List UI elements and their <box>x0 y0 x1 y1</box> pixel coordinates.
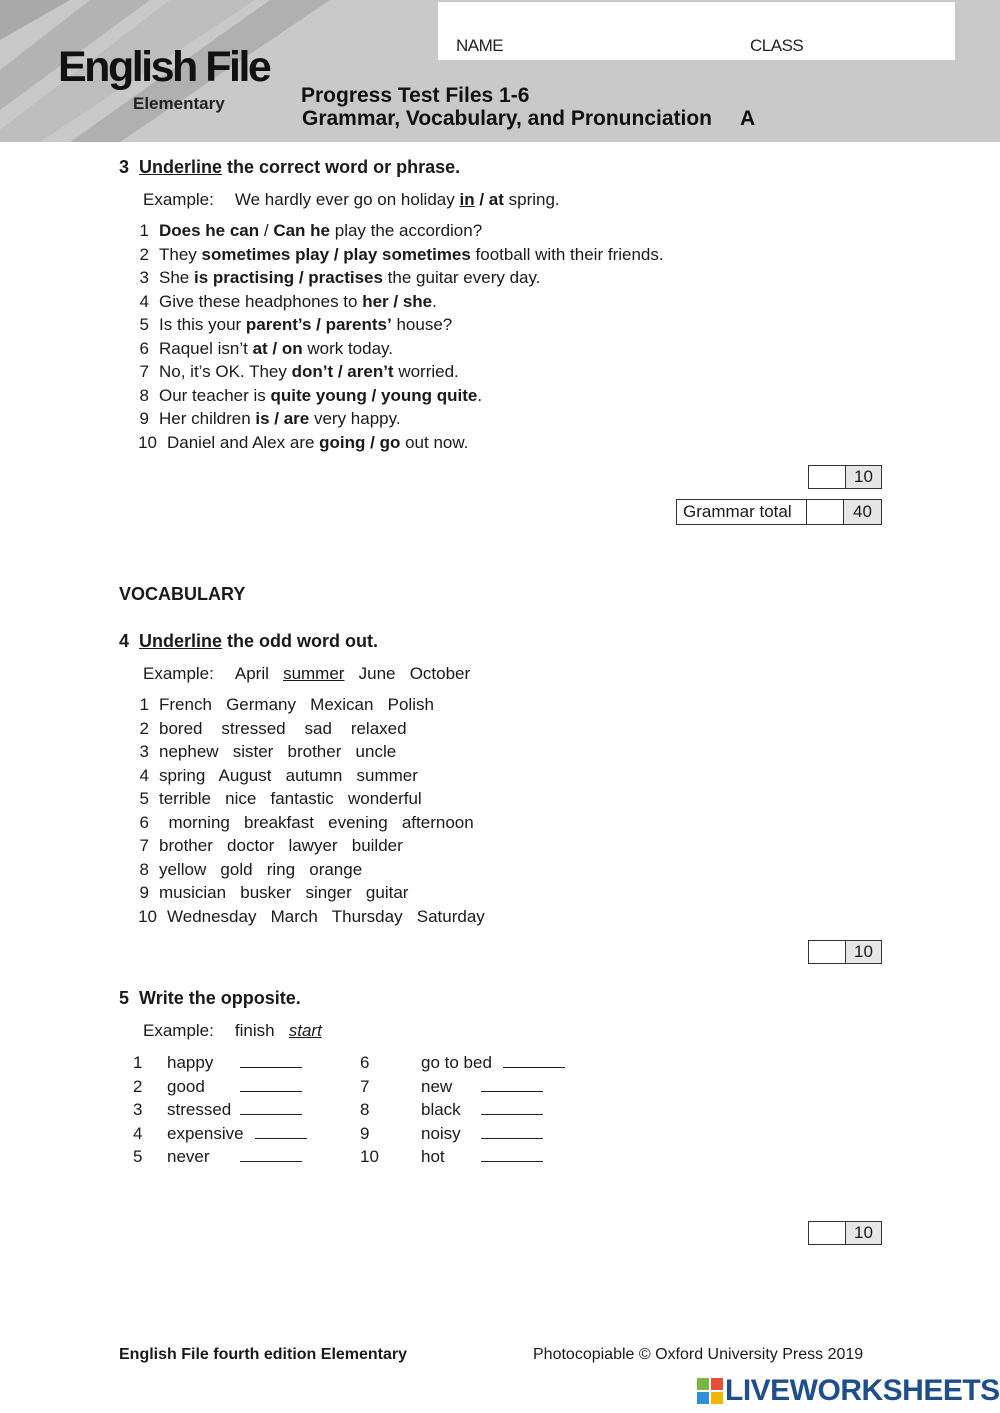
score-blank[interactable] <box>809 1222 846 1244</box>
item-word: good <box>167 1076 205 1096</box>
ex3-number: 3 <box>119 157 130 177</box>
ex3-item[interactable]: 4 Give these headphones to her / she. <box>139 291 437 311</box>
options[interactable]: is practising / practises <box>193 268 383 287</box>
ex4-items <box>135 693 485 928</box>
ex5-number: 5 <box>119 988 130 1008</box>
item-word: black <box>421 1100 461 1119</box>
answer-blank[interactable] <box>240 1077 302 1092</box>
options[interactable]: quite young / young quite <box>270 385 478 405</box>
ex4-item[interactable]: 1 French Germany Mexican Polish <box>139 695 434 714</box>
ex4-item[interactable]: 2 bored stressed sad relaxed <box>139 718 407 738</box>
ex5-item <box>360 1051 580 1075</box>
ex5-item <box>133 1051 333 1075</box>
ex3-heading <box>119 157 460 178</box>
ex5-item <box>360 1122 580 1146</box>
example-label: Example: <box>143 190 214 209</box>
option-b[interactable]: Can he <box>273 221 331 240</box>
ex4-number: 4 <box>119 631 130 651</box>
item-number: 4 <box>133 1123 143 1143</box>
example-sep: / <box>474 190 489 209</box>
example-option: at <box>488 190 504 209</box>
ex3-item[interactable]: 3 She is practising / practises the guitar every day. <box>139 268 541 287</box>
ex4-instruction-underlined: Underline <box>139 631 223 651</box>
answer-blank[interactable] <box>240 1147 302 1162</box>
ex4-item[interactable]: 3 nephew sister brother uncle <box>139 742 397 761</box>
brand-logo: English File <box>58 43 270 91</box>
liveworksheets-icon <box>697 1378 723 1404</box>
ex5-score-box <box>808 1221 882 1245</box>
item-word: stressed <box>167 1100 232 1119</box>
item-number: 9 <box>360 1123 370 1143</box>
ex4-item[interactable]: 10 Wednesday March Thursday Saturday <box>138 906 485 926</box>
options[interactable]: going / go <box>319 432 401 452</box>
item-number: 8 <box>360 1100 370 1119</box>
ex3-item[interactable]: 2 They sometimes play / play sometimes football with their friends. <box>139 244 664 264</box>
footer-copyright: Photocopiable © Oxford University Press 2019 <box>533 1346 864 1363</box>
options[interactable]: don’t / aren’t <box>291 362 394 381</box>
ex5-heading <box>119 988 301 1009</box>
word-options[interactable]: Wednesday March Thursday Saturday <box>167 906 485 926</box>
example-word: finish <box>234 1021 275 1040</box>
option-a[interactable]: Does he can <box>159 221 260 240</box>
ex3-items <box>135 219 664 454</box>
example-label: Example: <box>143 1021 214 1040</box>
ex3-item[interactable]: 8 Our teacher is quite young / young quite. <box>139 385 483 405</box>
ex4-item[interactable]: 9 musician busker singer guitar <box>139 883 409 902</box>
ex3-instruction-rest: the correct word or phrase. <box>222 157 461 177</box>
ex5-item <box>360 1145 580 1169</box>
item-number: 10 <box>360 1147 379 1166</box>
test-version: A <box>740 107 756 130</box>
ex4-score-box <box>808 940 882 964</box>
item-number: 1 <box>133 1053 143 1072</box>
answer-blank[interactable] <box>481 1077 543 1092</box>
ex5-instruction: Write the opposite. <box>139 988 301 1008</box>
item-word: noisy <box>421 1123 461 1143</box>
ex3-example <box>143 188 560 212</box>
ex3-item[interactable]: 9 Her children is / are very happy. <box>139 409 401 428</box>
class-label: CLASS <box>750 36 804 55</box>
ex5-item <box>133 1122 333 1146</box>
ex4-heading <box>119 631 378 652</box>
answer-blank[interactable] <box>255 1124 307 1139</box>
word-options[interactable]: yellow gold ring orange <box>159 859 363 879</box>
score-max: 10 <box>846 466 881 488</box>
answer-blank[interactable] <box>503 1053 565 1068</box>
example-answer: start <box>288 1021 322 1040</box>
ex4-item[interactable]: 8 yellow gold ring orange <box>139 859 363 879</box>
score-max: 10 <box>846 941 881 963</box>
ex5-item <box>360 1098 580 1122</box>
answer-blank[interactable] <box>240 1100 302 1115</box>
answer-blank[interactable] <box>481 1100 543 1115</box>
brand-subtitle: Elementary <box>133 94 225 113</box>
ex4-item[interactable]: 6 morning breakfast evening afternoon <box>139 812 474 832</box>
word-options[interactable]: nephew sister brother uncle <box>159 742 397 761</box>
word-options[interactable]: terrible nice fantastic wonderful <box>159 789 422 808</box>
item-number: 3 <box>133 1100 143 1119</box>
ex3-item[interactable]: 5 Is this your parent’s / parents’ house? <box>139 315 453 334</box>
word-options[interactable]: musician busker singer guitar <box>159 883 409 902</box>
ex3-item[interactable]: 10 Daniel and Alex are going / go out now. <box>138 432 469 452</box>
answer-blank[interactable] <box>481 1124 543 1139</box>
test-title: Progress Test Files 1-6 <box>301 84 530 107</box>
item-word: hot <box>421 1147 445 1166</box>
example-text-end: spring. <box>503 190 560 209</box>
liveworksheets-logo <box>697 1376 1000 1406</box>
options[interactable]: sometimes play / play sometimes <box>201 244 471 264</box>
item-number: 7 <box>360 1076 370 1096</box>
ex4-item[interactable]: 5 terrible nice fantastic wonderful <box>139 789 422 808</box>
options[interactable]: parent’s / parents’ <box>245 315 392 334</box>
test-subtitle <box>302 107 755 131</box>
example-word: April <box>234 664 269 683</box>
example-text: We hardly ever go on holiday <box>234 190 460 209</box>
answer-blank[interactable] <box>481 1147 543 1162</box>
item-number: 6 <box>360 1053 370 1072</box>
ex5-item <box>133 1145 333 1169</box>
example-word: June <box>358 664 396 683</box>
item-word: happy <box>167 1053 214 1072</box>
word-options[interactable]: French Germany Mexican Polish <box>159 695 434 714</box>
ex5-item <box>133 1075 333 1099</box>
ex5-item <box>133 1098 333 1122</box>
word-options[interactable]: spring August autumn summer <box>159 765 418 785</box>
example-word: October <box>409 664 471 683</box>
ex3-instruction-underlined: Underline <box>139 157 223 177</box>
ex5-right-column <box>360 1051 580 1169</box>
score-blank[interactable] <box>809 941 846 963</box>
grammar-total-box <box>676 499 882 525</box>
options[interactable]: her / she <box>362 291 433 311</box>
name-class-strip <box>438 2 955 60</box>
options[interactable]: at / on <box>252 338 303 358</box>
grammar-total-label: Grammar total <box>677 500 807 524</box>
ex5-left-column <box>133 1051 333 1169</box>
example-answer: in <box>459 190 475 209</box>
options[interactable]: is / are <box>255 409 310 428</box>
item-word: expensive <box>167 1123 244 1143</box>
liveworksheets-wordmark: LIVEWORKSHEETS <box>725 1374 1000 1407</box>
word-options[interactable]: brother doctor lawyer builder <box>159 836 403 855</box>
item-word: new <box>421 1076 453 1096</box>
ex3-score-box <box>808 465 882 489</box>
score-max: 10 <box>846 1222 881 1244</box>
footer-edition: English File fourth edition Elementary <box>119 1346 408 1363</box>
grammar-total-max: 40 <box>844 500 881 524</box>
item-word: never <box>167 1147 210 1166</box>
ex5-example <box>143 1019 322 1043</box>
ex3-item[interactable]: 6 Raquel isn’t at / on work today. <box>139 338 394 358</box>
ex4-item[interactable]: 7 brother doctor lawyer builder <box>139 836 403 855</box>
word-options[interactable]: bored stressed sad relaxed <box>159 718 407 738</box>
name-label: NAME <box>456 36 504 55</box>
word-options[interactable]: morning breakfast evening afternoon <box>159 812 474 832</box>
ex4-example <box>143 662 470 686</box>
example-label: Example: <box>143 664 214 683</box>
ex5-item <box>360 1075 580 1099</box>
ex4-instruction-rest: the odd word out. <box>222 631 379 651</box>
answer-blank[interactable] <box>240 1053 302 1068</box>
item-number: 5 <box>133 1147 143 1166</box>
test-subtitle-text: Grammar, Vocabulary, and Pronunciation <box>302 107 712 130</box>
grammar-total-blank[interactable] <box>807 500 844 524</box>
item-number: 2 <box>133 1076 143 1096</box>
score-blank[interactable] <box>809 466 846 488</box>
ex4-item[interactable]: 4 spring August autumn summer <box>139 765 418 785</box>
ex3-item[interactable]: 7 No, it’s OK. They don’t / aren’t worried. <box>139 362 459 381</box>
vocabulary-heading: VOCABULARY <box>119 584 246 604</box>
ex3-item[interactable]: 1 Does he can / Can he play the accordion? <box>139 221 483 240</box>
item-word: go to bed <box>421 1053 492 1072</box>
example-answer: summer <box>283 664 345 683</box>
